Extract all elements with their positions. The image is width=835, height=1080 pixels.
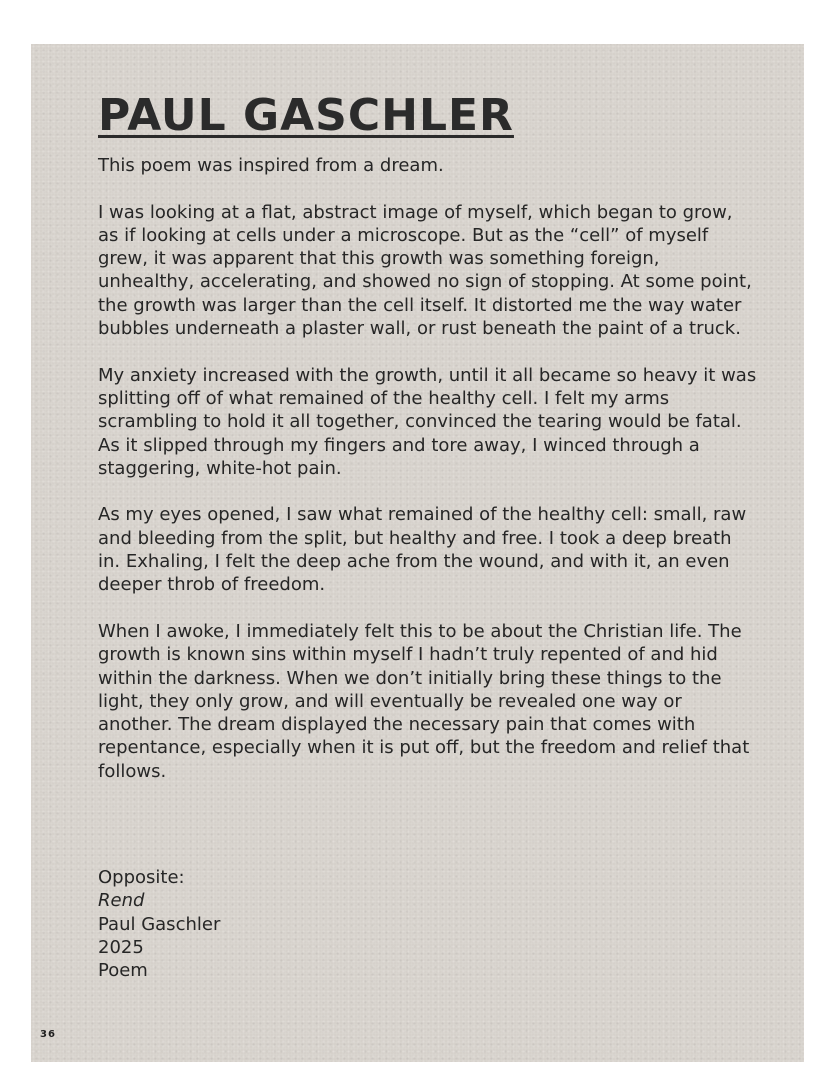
article-body (98, 154, 758, 806)
page-heading: PAUL GASCHLER (98, 90, 514, 141)
artwork-credits (98, 866, 220, 982)
credits-label: Opposite: (98, 867, 185, 888)
artist-name: Paul Gaschler (98, 913, 221, 935)
body-paragraph: I was looking at a flat, abstract image of myself, which began to grow, as if looking at cells under a microscope. But as the “cell” of myself grew, it was apparent that this growth was something foreign, unhealthy, accelerating, and showed no sign of stopping. At some point, the growth was larger than the cell itself. It distorted me the way water bubbles underneath a plaster wall, or rust beneath the paint of a truck. (98, 201, 752, 340)
work-medium: Poem (98, 960, 148, 982)
body-paragraph: As my eyes opened, I saw what remained of the healthy cell: small, raw and bleeding from the split, but healthy and free. I took a deep breath in. Exhaling, I felt the deep ache from the wound, and with it, an even deeper throb of freedom. (98, 504, 747, 596)
document-page (31, 44, 804, 1062)
body-paragraph: My anxiety increased with the growth, until it all became so heavy it was splitting off of what remained of the healthy cell. I felt my arms scrambling to hold it all together, convinced the tearing would be fatal. As it slipped through my fingers and tore away, I winced through a staggering, white-hot pain. (98, 364, 757, 479)
page-number: 36 (40, 1029, 56, 1040)
work-year: 2025 (98, 936, 144, 958)
body-paragraph: When I awoke, I immediately felt this to be about the Christian life. The growth is known sins within myself I hadn’t truly repented of and hid within the darkness. When we don’t initially bring these things to the light, they only grow, and will eventually be revealed one way or another. The dream displayed the necessary pain that comes with repentance, especially when it is put off, but the freedom and relief that follows. (98, 620, 750, 782)
intro-paragraph: This poem was inspired from a dream. (98, 155, 444, 176)
work-title: Rend (98, 890, 145, 912)
